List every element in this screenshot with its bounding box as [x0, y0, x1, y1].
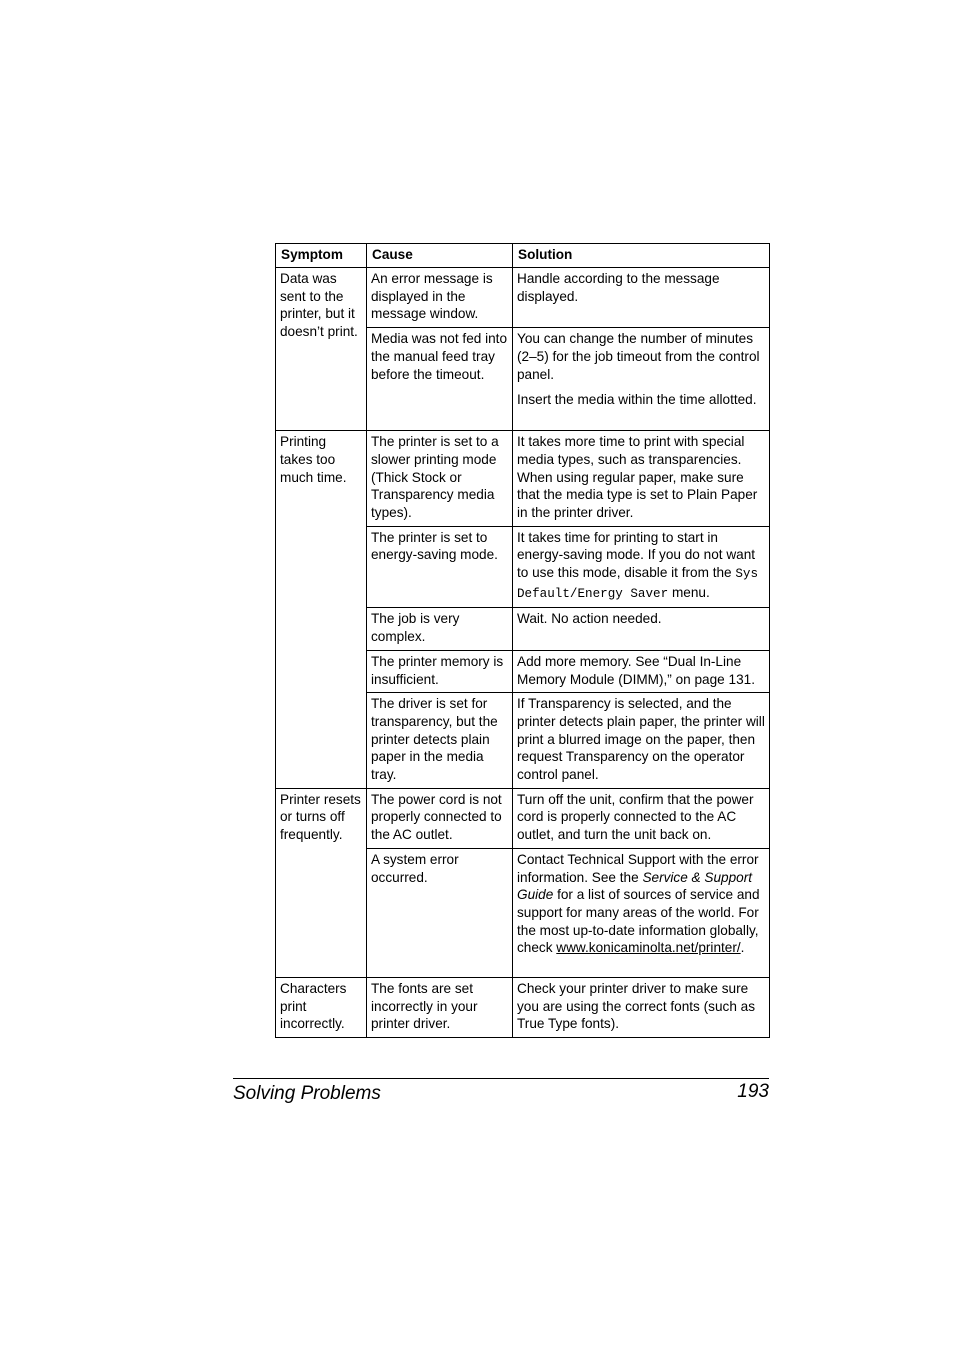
- guide-title: Service & Support Guide: [517, 869, 753, 903]
- cause-cell: Media was not fed into the manual feed tray before the timeout.: [367, 328, 513, 431]
- solution-cell: It takes more time to print with special media types, such as transparencies. When using regular paper, make sure that the media type is set to Plain Paper in the printer driver.: [513, 431, 770, 527]
- footer-divider: [233, 1078, 769, 1079]
- solution-cell: Handle according to the message displayed.: [513, 268, 770, 328]
- symptom-cell: Data was sent to the printer, but it doesn’t print.: [276, 268, 367, 431]
- solution-cell: Add more memory. See “Dual In-Line Memory Module (DIMM),” on page 131.: [513, 650, 770, 692]
- solution-text: Contact Technical Support with the error information. See the: [517, 851, 759, 885]
- page-number: 193: [737, 1081, 769, 1102]
- cause-cell: The printer is set to a slower printing mode (Thick Stock or Transparency media types).: [367, 431, 513, 527]
- solution-text: for a list of sources of service and support for many areas of the world. For the most up-to-date information globally, check: [517, 887, 760, 956]
- header-cause: Cause: [367, 244, 513, 268]
- cause-cell: The printer is set to energy-saving mode.: [367, 526, 513, 608]
- solution-text: It takes time for printing to start in energy-saving mode. If you do not want to use this mode, disable it from the: [517, 529, 756, 581]
- solution-cell: [513, 848, 770, 977]
- header-symptom: Symptom: [276, 244, 367, 268]
- solution-paragraph: Insert the media within the time allotted.: [517, 392, 757, 408]
- table-header-row: [276, 244, 770, 268]
- solution-cell: If Transparency is selected, and the printer detects plain paper, the printer will print a blurred image on the paper, then request Transparency on the operator control panel.: [513, 693, 770, 789]
- table-row: [276, 268, 770, 328]
- cause-cell: The job is very complex.: [367, 608, 513, 650]
- symptom-cell: Printer resets or turns off frequently.: [276, 788, 367, 977]
- solution-cell: Check your printer driver to make sure you are using the correct fonts (such as True Type fonts).: [513, 977, 770, 1037]
- cause-cell: The power cord is not properly connected to the AC outlet.: [367, 788, 513, 848]
- solution-text: menu.: [671, 584, 710, 600]
- solution-cell: Turn off the unit, confirm that the power cord is properly connected to the AC outlet, and turn the unit back on.: [513, 788, 770, 848]
- solution-cell: Wait. No action needed.: [513, 608, 770, 650]
- solution-paragraph: You can change the number of minutes (2–5) for the job timeout from the control panel.: [517, 331, 760, 382]
- solution-text: .: [740, 940, 745, 956]
- website-link[interactable]: www.konicaminolta.net/printer/: [556, 940, 741, 956]
- cause-cell: The fonts are set incorrectly in your printer driver.: [367, 977, 513, 1037]
- table-row: [276, 431, 770, 527]
- cause-cell: An error message is displayed in the message window.: [367, 268, 513, 328]
- cause-cell: The driver is set for transparency, but the printer detects plain paper in the media tray.: [367, 693, 513, 789]
- header-solution: Solution: [513, 244, 770, 268]
- footer-section-title: Solving Problems: [233, 1083, 381, 1104]
- cause-cell: A system error occurred.: [367, 848, 513, 977]
- symptom-cell: Characters print incorrectly.: [276, 977, 367, 1037]
- solution-cell: [513, 328, 770, 431]
- cause-cell: The printer memory is insufficient.: [367, 650, 513, 692]
- table-row: [276, 977, 770, 1037]
- table-row: [276, 788, 770, 848]
- solution-cell: [513, 526, 770, 608]
- symptom-cell: Printing takes too much time.: [276, 431, 367, 789]
- menu-path-code: Sys Default/Energy Saver: [517, 567, 759, 601]
- troubleshooting-table: [275, 243, 770, 1038]
